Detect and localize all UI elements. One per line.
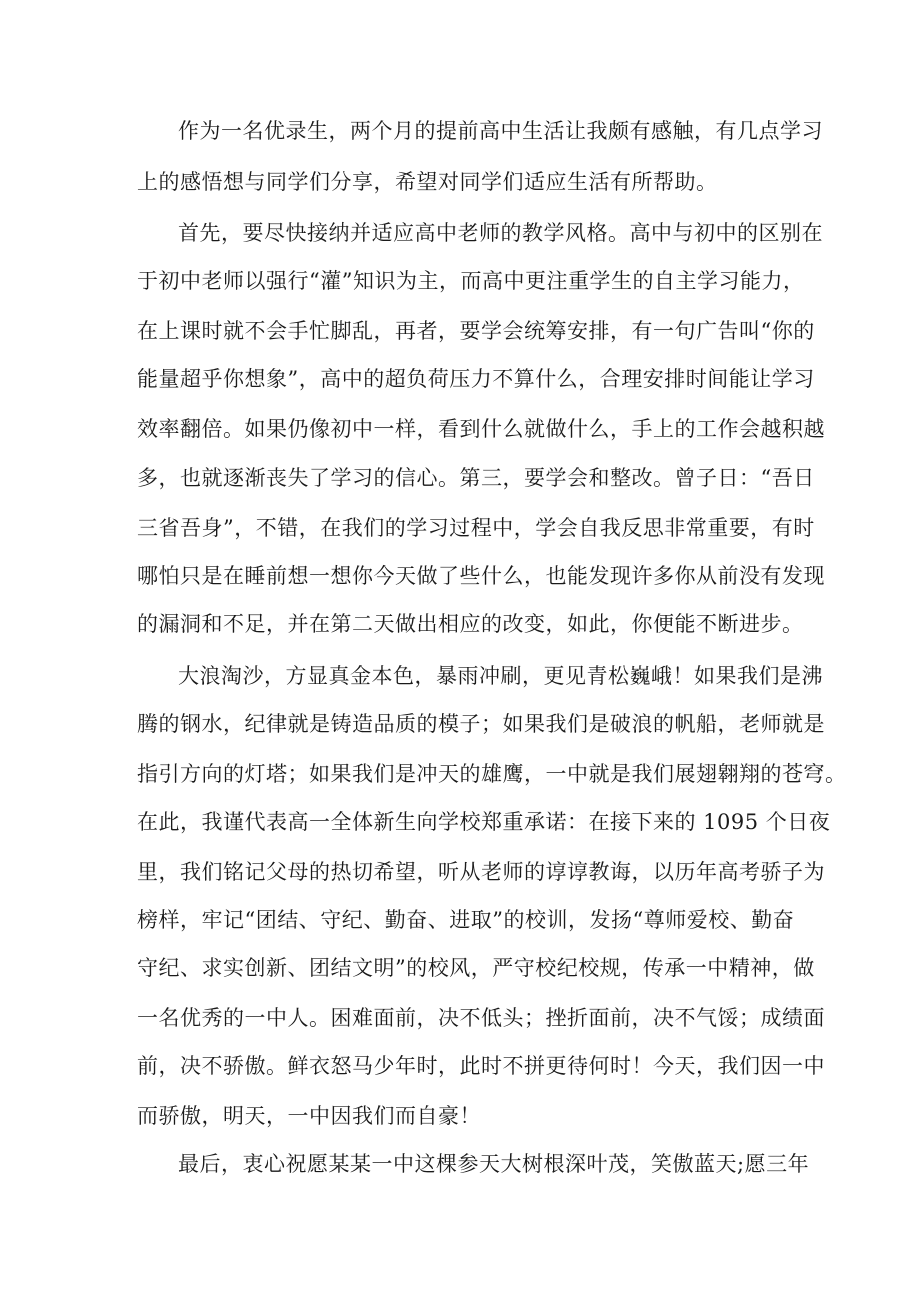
text-line: 最后，衷心祝愿某某一中这棵参天大树根深叶茂，笑傲蓝天;愿三年 [178,1152,810,1176]
text-line: 效率翻倍。如果仍像初中一样，看到什么就做什么，手上的工作会越积越 [137,417,825,441]
text-line: 指引方向的灯塔；如果我们是冲天的雄鹰，一中就是我们展翅翱翔的苍穹。 [137,762,847,786]
text-line: 在此，我谨代表高一全体新生向学校郑重承诺：在接下来的 1095 个日夜 [137,810,831,834]
text-line: 哪怕只是在睡前想一想你今天做了些什么，也能发现许多你从前没有发现 [137,564,825,588]
text-line: 里，我们铭记父母的热切希望，听从老师的谆谆教诲，以历年高考骄子为 [137,860,825,884]
text-line: 守纪、求实创新、团结文明”的校风，严守校纪校规，传承一中精神，做 [137,956,815,980]
text-line: 于初中老师以强行“灌”知识为主，而高中更注重学生的自主学习能力， [137,269,805,293]
text-line: 榜样，牢记“团结、守纪、勤奋、进取”的校训，发扬“尊师爱校、勤奋 [137,908,795,932]
text-line: 一名优秀的一中人。困难面前，决不低头；挫折面前，决不气馁；成绩面 [137,1006,825,1030]
text-line: 上的感悟想与同学们分享，希望对同学们适应生活有所帮助。 [137,170,718,194]
text-line: 三省吾身”，不错，在我们的学习过程中，学会自我反思非常重要，有时 [137,516,815,540]
text-line: 的漏洞和不足，并在第二天做出相应的改变，如此，你便能不断进步。 [137,612,804,636]
text-line: 腾的钢水，纪律就是铸造品质的模子；如果我们是破浪的帆船，老师就是 [137,712,825,736]
text-line: 作为一名优录生，两个月的提前高中生活让我颇有感触，有几点学习 [178,119,823,143]
text-line: 在上课时就不会手忙脚乱，再者，要学会统筹安排，有一句广告叫“你的 [137,319,815,343]
text-line: 能量超乎你想象”，高中的超负荷压力不算什么，合理安排时间能让学习 [137,367,815,391]
text-line: 大浪淘沙，方显真金本色，暴雨冲刷，更见青松巍峨！如果我们是沸 [178,664,823,688]
text-line: 前，决不骄傲。鲜衣怒马少年时，此时不拼更待何时！今天，我们因一中 [137,1054,825,1078]
text-line: 而骄傲，明天，一中因我们而自豪！ [137,1104,481,1128]
text-line: 多，也就逐渐丧失了学习的信心。第三，要学会和整改。曾子日：“吾日 [137,466,815,490]
text-line: 首先，要尽快接纳并适应高中老师的教学风格。高中与初中的区别在 [178,221,823,245]
